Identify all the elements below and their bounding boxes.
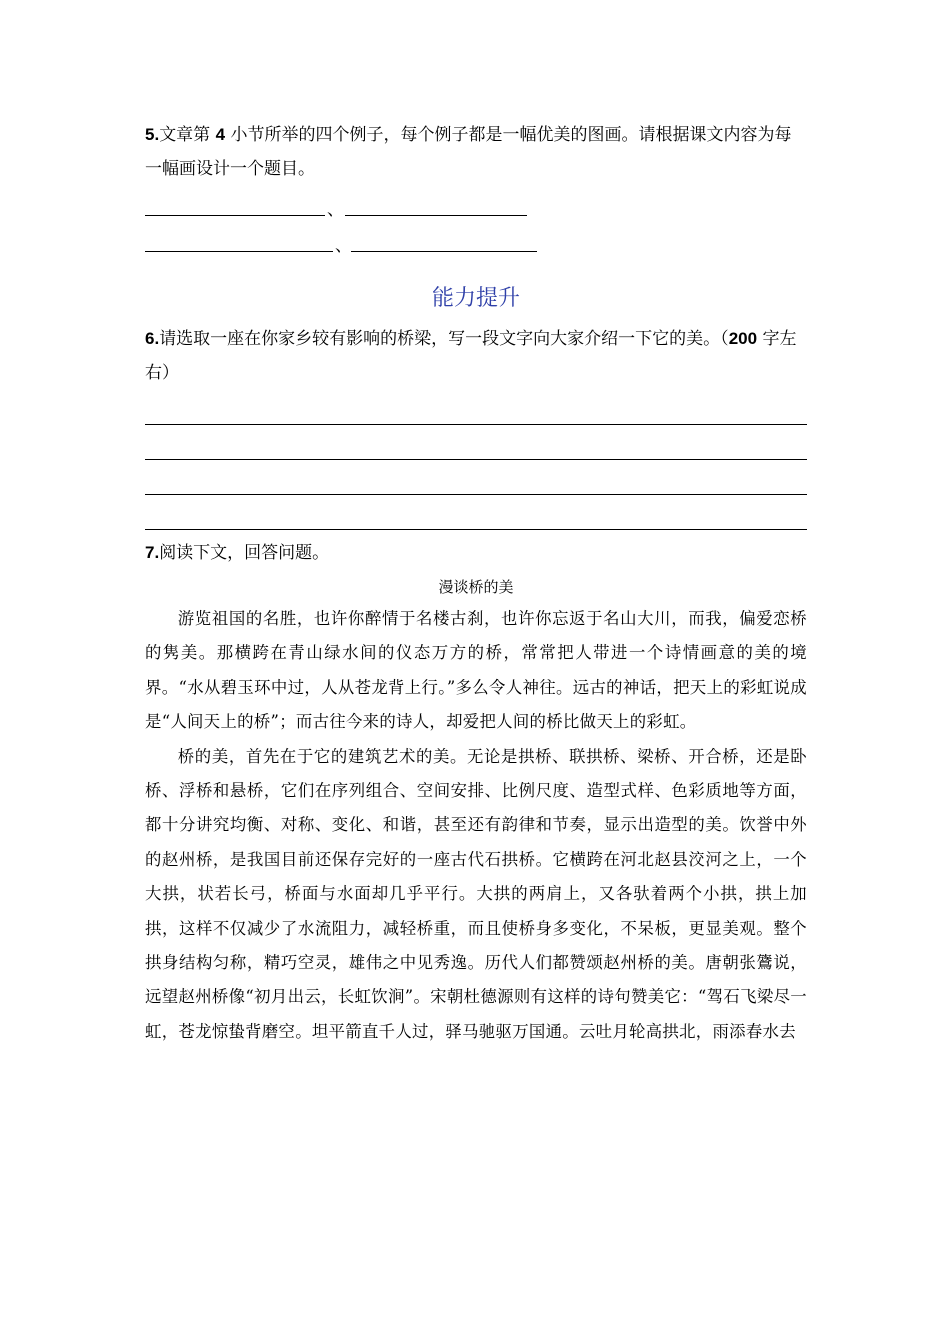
answer-blank-3[interactable] xyxy=(145,251,333,252)
answer-row-2 xyxy=(145,226,807,262)
question-6 xyxy=(145,322,807,390)
question-7-number: 7. xyxy=(145,543,160,562)
answer-row-1 xyxy=(145,190,807,226)
writing-line-2[interactable] xyxy=(145,459,807,460)
answer-blank-2[interactable] xyxy=(345,215,527,216)
answer-separator-1: 、 xyxy=(327,200,344,220)
question-5-number: 5. xyxy=(145,125,160,144)
answer-separator-2: 、 xyxy=(335,236,352,256)
writing-line-1[interactable] xyxy=(145,424,807,425)
answer-blank-1[interactable] xyxy=(145,215,325,216)
article-paragraph-2: 桥的美，首先在于它的建筑艺术的美。无论是拱桥、联拱桥、梁桥、开合桥，还是卧桥、浮桥和悬桥，它们在序列组合、空间安排、比例尺度、造型式样、色彩质地等方面，都十分讲究均衡、对称、变化、和谐，甚至还有韵律和节奏，显示出造型的美。饮誉中外的赵州桥，是我国目前还保存完好的一座古代石拱桥。它横跨在河北赵县洨河之上，一个大拱，状若长弓，桥面与水面却几乎平行。大拱的两肩上，又各驮着两个小拱，拱上加拱，这样不仅减少了水流阻力，减轻桥重，而且使桥身多变化，不呆板，更显美观。整个拱身结构匀称，精巧空灵，雄伟之中见秀逸。历代人们都赞颂赵州桥的美。唐朝张鷟说，远望赵州桥像“初月出云，长虹饮涧”。宋朝杜德源则有这样的诗句赞美它：“驾石飞梁尽一虹，苍龙惊蛰背磨空。坦平箭直千人过，驿马驰驱万国通。云吐月轮高拱北，雨添春水去 xyxy=(145,746,807,1041)
question-6-number: 6. xyxy=(145,329,160,348)
question-6-text: 请选取一座在你家乡较有影响的桥梁，写一段文字向大家介绍一下它的美。（ xyxy=(159,329,729,349)
question-5-text-b: 小节所举的四个例子，每个例子都是一幅优美的图画。请根据课文内容为每一幅画设计一个题目。 xyxy=(145,125,792,179)
writing-line-3[interactable] xyxy=(145,494,807,495)
question-7 xyxy=(145,536,807,570)
question-5 xyxy=(145,118,807,186)
writing-lines xyxy=(145,390,807,530)
answer-blank-4[interactable] xyxy=(351,251,537,252)
question-5-text-a: 文章第 xyxy=(159,125,211,145)
article-title: 漫谈桥的美 xyxy=(438,578,514,596)
section-title: 能力提升 xyxy=(431,286,520,311)
question-5-bold-number: 4 xyxy=(215,125,226,144)
article-paragraph-1: 游览祖国的名胜，也许你醉情于名楼古刹，也许你忘返于名山大川，而我，偏爱恋桥的隽美。那横跨在青山绿水间的仪态万方的桥，常常把人带进一个诗情画意的美的境界。“水从碧玉环中过，人从苍龙背上行。”多么令人神往。远古的神话，把天上的彩虹说成是“人间天上的桥”；而古往今来的诗人，却爱把人间的桥比做天上的彩虹。 xyxy=(145,609,807,732)
question-6-bold-number: 200 xyxy=(728,329,758,348)
writing-line-4[interactable] xyxy=(145,529,807,530)
document-content xyxy=(145,118,807,1049)
question-7-text: 阅读下文，回答问题。 xyxy=(159,543,330,563)
question-6-text-end: 字左右） xyxy=(145,329,797,383)
